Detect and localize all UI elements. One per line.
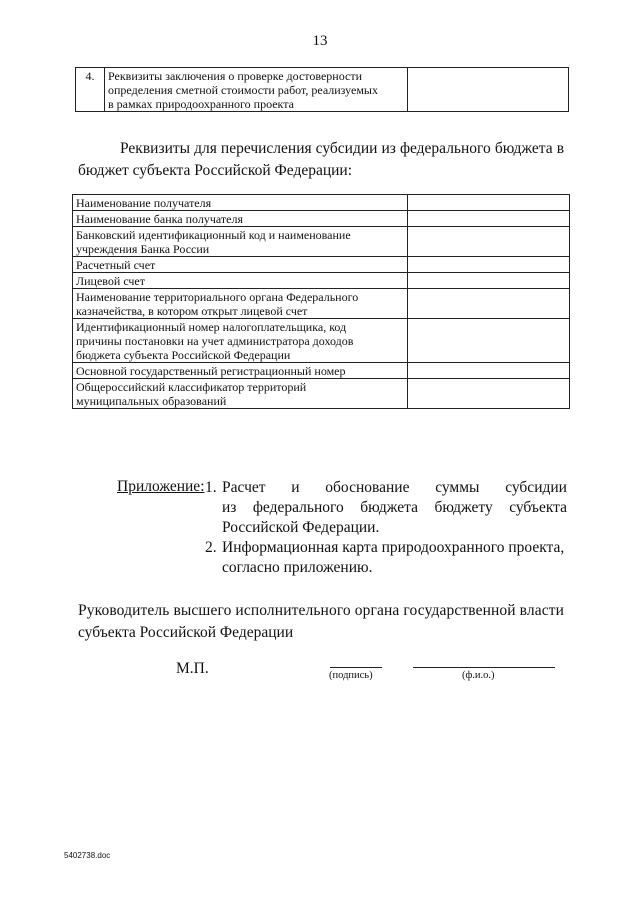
word: Расчет (222, 479, 266, 496)
word: суммы (435, 479, 480, 496)
heading-line: Реквизиты для перечисления субсидии из федерального бюджета (120, 140, 553, 157)
row-label (73, 319, 408, 363)
row-label (73, 195, 408, 211)
word: бюджета (360, 499, 418, 516)
text-line: Информационная карта природоохранного проекта, (222, 539, 565, 556)
label-line: Наименование получателя (76, 196, 212, 210)
row-label (105, 68, 408, 112)
row-label (73, 289, 408, 319)
text-line: Российской Федерации. (222, 519, 380, 536)
table-row (73, 273, 570, 289)
row-label (73, 227, 408, 257)
word: субсидии (505, 479, 567, 496)
label-line: казначейства, в котором открыт лицевой счет (76, 304, 308, 318)
table-row (76, 68, 569, 112)
appendix-item-text (222, 478, 567, 538)
label-line: Идентификационный номер налогоплательщика, код (76, 320, 347, 334)
word: обоснование (325, 479, 410, 496)
name-caption: (ф.и.о.) (462, 670, 495, 681)
text-line: субъекта Российской Федерации (78, 624, 294, 641)
label-line: в рамках природоохранного проекта (108, 97, 294, 111)
label-line: Общероссийский классификатор территорий (76, 380, 307, 394)
row-value[interactable] (408, 289, 570, 319)
word: субъекта (509, 499, 567, 516)
label-line: бюджета субъекта Российской Федерации (76, 348, 291, 362)
label-line: Банковский идентификационный код и наименование (76, 228, 351, 242)
document-id: 5402738.doc (64, 851, 111, 860)
row-value[interactable] (408, 363, 570, 379)
table-row (73, 319, 570, 363)
label-line: причины постановки на учет администратора доходов (76, 334, 354, 348)
signature-caption: (подпись) (329, 670, 373, 681)
page-number: 13 (312, 33, 328, 49)
appendix-item-number: 2. (205, 539, 217, 556)
row-label (73, 257, 408, 273)
row-label (73, 363, 408, 379)
text-line: согласно приложению. (222, 559, 373, 576)
row-value[interactable] (408, 319, 570, 363)
row-label (73, 211, 408, 227)
word: из (222, 499, 237, 516)
justified-line (222, 498, 567, 518)
stamp-placeholder: М.П. (176, 660, 209, 677)
requisites-heading (78, 138, 564, 182)
name-line[interactable] (413, 667, 555, 668)
row-value[interactable] (408, 379, 570, 409)
label-line: учреждения Банка России (76, 242, 210, 256)
table-row (73, 289, 570, 319)
table-row (73, 227, 570, 257)
appendix-item-number: 1. (205, 479, 217, 496)
label-line: Лицевой счет (76, 274, 146, 288)
table-row (73, 195, 570, 211)
appendix-item-text (222, 538, 567, 578)
signatory-title (78, 600, 566, 644)
label-line: Расчетный счет (76, 258, 156, 272)
verification-table (75, 67, 569, 112)
label-line: Реквизиты заключения о проверке достоверности (108, 69, 362, 83)
row-value[interactable] (408, 195, 570, 211)
label-line: Наименование банка получателя (76, 212, 243, 226)
word: и (291, 479, 300, 496)
appendix-label: Приложение: (117, 478, 205, 495)
row-value[interactable] (408, 273, 570, 289)
text-line-content: Руководитель высшего исполнительного органа государственной власти (78, 602, 565, 619)
row-number: 4. (76, 68, 105, 112)
label-line: определения сметной стоимости работ, реализуемых (108, 83, 378, 97)
row-value[interactable] (408, 68, 569, 112)
signature-line[interactable] (330, 667, 382, 668)
word: бюджету (434, 499, 493, 516)
justified-line (222, 478, 567, 498)
table-row (73, 257, 570, 273)
row-value[interactable] (408, 257, 570, 273)
table-row (73, 211, 570, 227)
label-line: Наименование территориального органа Федерального (76, 290, 359, 304)
table-row (73, 363, 570, 379)
row-label (73, 273, 408, 289)
text-line (78, 600, 566, 622)
label-line: муниципальных образований (76, 394, 227, 408)
label-line: Основной государственный регистрационный номер (76, 364, 346, 378)
row-value[interactable] (408, 211, 570, 227)
row-value[interactable] (408, 227, 570, 257)
table-row (73, 379, 570, 409)
word: федерального (252, 499, 344, 516)
requisites-table (72, 194, 570, 409)
heading-line: в бюджет субъекта Российской Федерации: (78, 140, 565, 179)
row-label (73, 379, 408, 409)
